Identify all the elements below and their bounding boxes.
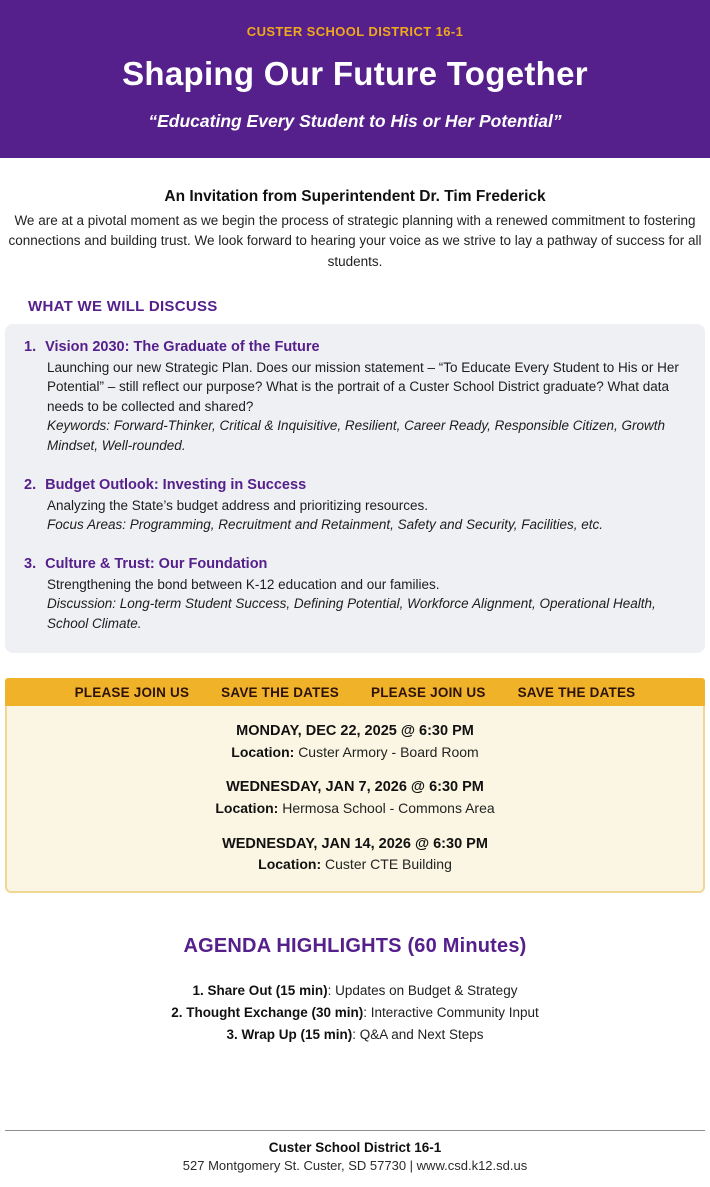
location-label: Location: [231,743,295,760]
discussion-heading: WHAT WE WILL DISCUSS [28,297,218,315]
discussion-item-title [19,556,683,572]
district-label: CUSTER SCHOOL DISTRICT 16-1 [246,24,464,39]
agenda-item-rest: : Updates on Budget & Strategy [327,982,518,998]
discussion-item-culture [19,556,683,634]
agenda-item [0,1024,710,1046]
event-datetime: WEDNESDAY, JAN 7, 2026 @ 6:30 PM [226,779,484,796]
item-number: 3. [24,555,37,572]
agenda-heading: AGENDA HIGHLIGHTS (60 Minutes) [183,934,527,957]
footer-address-line: 527 Montgomery St. Custer, SD 57730 | www.csd.k12.sd.us [182,1158,528,1174]
page-title: Shaping Our Future Together [122,55,588,92]
item-number: 1. [24,338,37,355]
location-value: Hermosa School - Commons Area [282,799,495,816]
invitation-section [0,188,710,272]
item-number: 2. [24,476,37,493]
agenda-item [0,1002,710,1024]
mission-tagline: “Educating Every Student to His or Her Potential” [148,111,562,131]
event-location [7,855,703,875]
item-discussion-topics-text: Discussion: Long-term Student Success, Defining Potential, Workforce Alignment, Operational Health, School Climate. [47,596,656,631]
agenda-item-rest: : Q&A and Next Steps [352,1027,484,1043]
discussion-item-budget [19,477,683,535]
event-datetime: WEDNESDAY, JAN 14, 2026 @ 6:30 PM [222,835,488,852]
event-entry [7,833,703,875]
discussion-item-title [19,339,683,355]
banner-phrase: PLEASE JOIN US [371,685,486,701]
agenda-list [0,980,710,1047]
event-location [7,799,703,819]
invitation-heading: An Invitation from Superintendent Dr. Tim Frederick [164,188,546,205]
item-title-text: Culture & Trust: Our Foundation [45,555,268,572]
agenda-item-rest: : Interactive Community Input [363,1004,539,1020]
agenda-item-bold: 3. Wrap Up (15 min) [226,1027,353,1043]
item-keywords-text: Keywords: Forward-Thinker, Critical & Inquisitive, Resilient, Career Ready, Responsible Citizen, Growth Mindset, Well-rounded. [47,418,665,453]
dates-box [5,706,705,892]
location-value: Custer Armory - Board Room [298,743,479,760]
discussion-box [5,324,705,654]
event-datetime: MONDAY, DEC 22, 2025 @ 6:30 PM [236,723,474,740]
hero-header [0,0,710,158]
event-entry [7,776,703,818]
event-location [7,743,703,763]
banner-phrase: SAVE THE DATES [517,685,636,701]
save-the-dates-banner [5,678,705,706]
agenda-item-bold: 1. Share Out (15 min) [192,982,328,998]
footer [5,1130,705,1187]
agenda-item-bold: 2. Thought Exchange (30 min) [171,1004,364,1020]
item-body-text: Launching our new Strategic Plan. Does our mission statement – “To Educate Every Student to His or Her Potential” – still reflect our purpose? What is the portrait of a Custer School District graduate? What data needs to be collected and shared? [47,359,679,414]
invitation-body: We are at a pivotal moment as we begin the process of strategic planning with a renewed commitment to fostering connections and building trust. We look forward to hearing your voice as we strive to lay a pathway of success for all students. [8,213,702,269]
item-body-text: Strengthening the bond between K-12 education and our families. [47,576,440,592]
item-title-text: Budget Outlook: Investing in Success [45,476,307,493]
banner-phrase: PLEASE JOIN US [74,685,190,701]
item-title-text: Vision 2030: The Graduate of the Future [45,338,320,355]
discussion-item-title [19,477,683,493]
item-focus-areas-text: Focus Areas: Programming, Recruitment and Retainment, Safety and Security, Facilities, etc. [47,517,603,533]
location-label: Location: [258,855,322,872]
location-value: Custer CTE Building [325,855,452,872]
discussion-item-vision [19,339,683,456]
event-entry [7,720,703,762]
location-label: Location: [215,799,279,816]
agenda-item [0,980,710,1002]
footer-district-name: Custer School District 16-1 [268,1140,442,1156]
banner-phrase: SAVE THE DATES [221,685,339,701]
item-body-text: Analyzing the State’s budget address and prioritizing resources. [47,497,428,513]
